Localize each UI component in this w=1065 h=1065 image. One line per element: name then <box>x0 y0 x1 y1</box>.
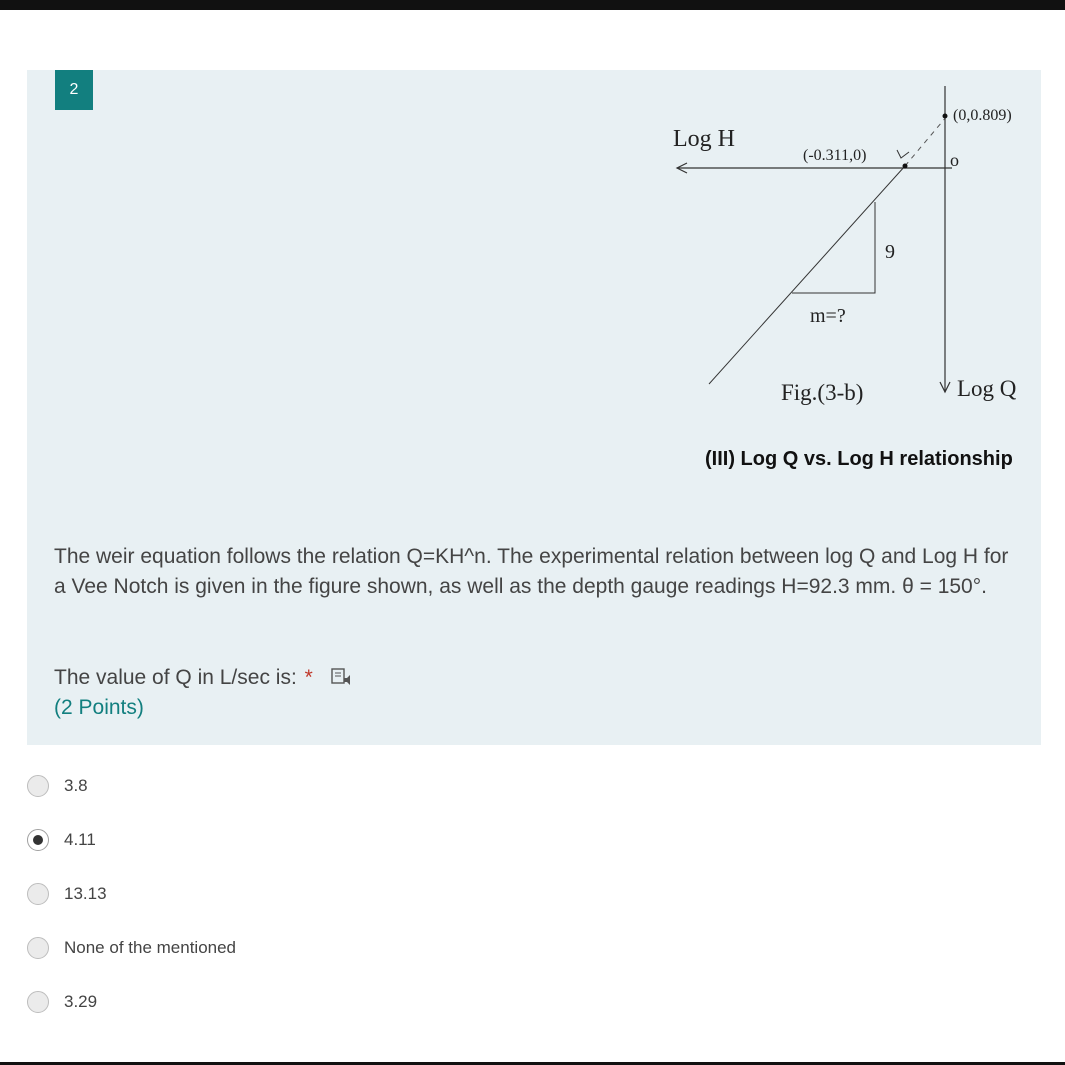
radio-button[interactable] <box>27 883 49 905</box>
option-label: 4.11 <box>64 830 96 849</box>
immersive-reader-icon[interactable] <box>331 666 353 686</box>
points-label: (2 Points) <box>54 696 144 719</box>
loglog-figure <box>647 82 1027 412</box>
option-3-8[interactable] <box>27 768 88 804</box>
radio-button[interactable] <box>27 991 49 1013</box>
origin-label: o <box>950 150 959 170</box>
slope-triangle <box>792 202 875 293</box>
option-4-11[interactable] <box>27 822 96 858</box>
top-bar <box>0 0 1065 10</box>
option-13-13[interactable] <box>27 876 107 912</box>
question-number-badge: 2 <box>55 70 93 110</box>
intercept-leader <box>897 150 909 158</box>
option-3-29[interactable] <box>27 984 97 1020</box>
figure-caption: (III) Log Q vs. Log H relationship <box>705 448 1013 470</box>
extrapolation-dashed-line <box>905 116 947 166</box>
log-q-label: Log Q <box>957 376 1017 401</box>
h-intercept-point <box>903 164 908 169</box>
q-intercept-label: (0,0.809) <box>953 107 1012 124</box>
sub-question <box>54 663 353 693</box>
option-label: 13.13 <box>64 884 107 903</box>
question-figure <box>647 82 1027 412</box>
fig-label: Fig.(3-b) <box>781 380 864 405</box>
radio-button[interactable] <box>27 937 49 959</box>
option-label: 3.29 <box>64 992 98 1011</box>
radio-button[interactable] <box>27 775 49 797</box>
rise-label: 9 <box>885 241 895 263</box>
option-none-of-the-mentioned[interactable] <box>27 930 236 966</box>
question-card <box>27 70 1041 745</box>
q-intercept-point <box>943 114 948 119</box>
run-label: m=? <box>810 305 846 327</box>
radio-button-selected[interactable] <box>27 829 49 851</box>
fitted-line <box>709 166 905 384</box>
required-mark: * <box>304 666 313 689</box>
sub-question-text: The value of Q in L/sec is: <box>54 666 297 689</box>
h-intercept-label: (-0.311,0) <box>803 147 867 164</box>
question-prompt: The weir equation follows the relation Q=KH^n. The experimental relation between log Q and Log H for a Vee Notch is given in the figure shown, as well as the depth gauge readings H=92.3 mm. θ = 150°. <box>54 545 1009 598</box>
option-label: None of the mentioned <box>64 938 237 957</box>
log-h-label: Log H <box>673 126 735 152</box>
option-label: 3.8 <box>64 776 88 795</box>
